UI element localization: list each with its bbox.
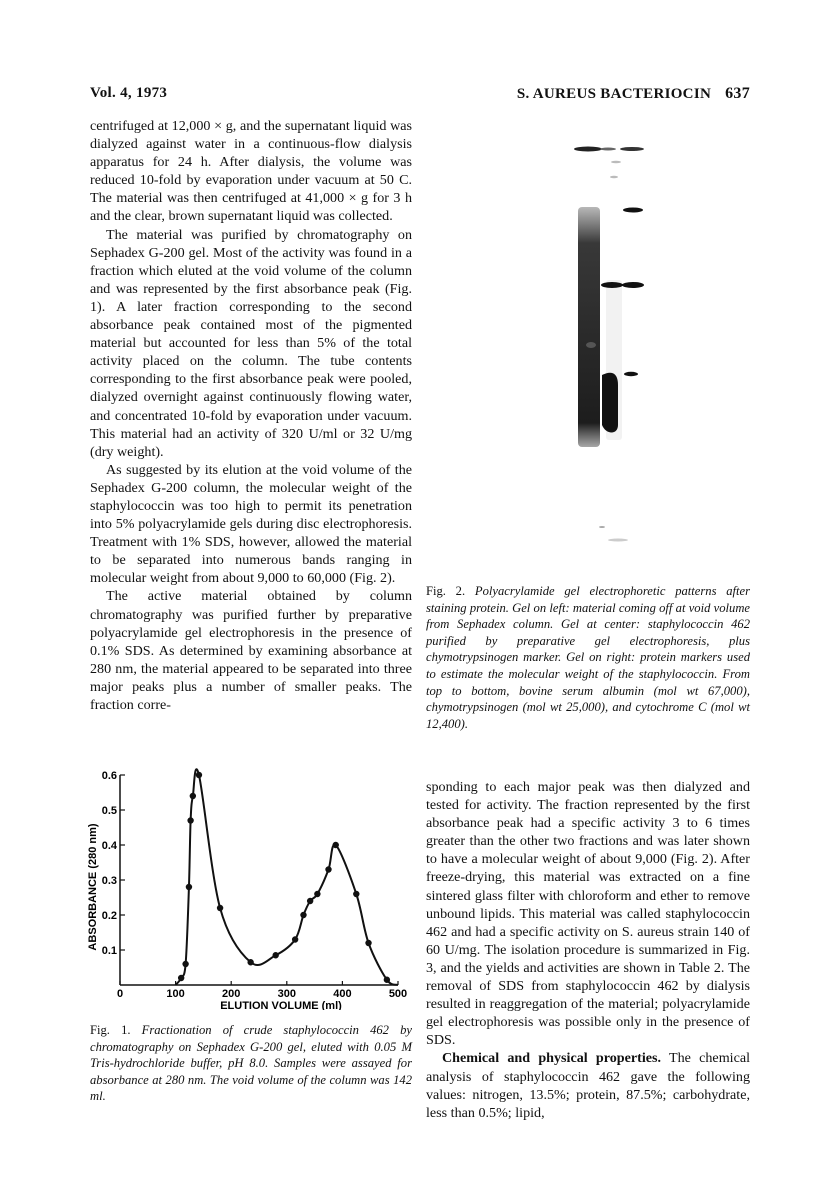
data-point xyxy=(247,959,253,965)
gel-photo xyxy=(560,135,680,555)
figure-1-caption xyxy=(90,1022,412,1105)
figure-1-label: Fig. 1. xyxy=(90,1023,131,1037)
data-point xyxy=(272,952,278,958)
data-point xyxy=(187,817,193,823)
x-tick-label: 300 xyxy=(277,988,296,1000)
paragraph: As suggested by its elution at the void volume of the Sephadex G-200 column, the molecular weight of the staphylococcin was too high to permit its penetration into 5% polyacrylamide gels during disc electrophoresis. Treatment with 1% SDS, however, allowed the material to be separated into numerous bands ranging in molecular weight from about 9,000 to 60,000 (Fig. 2). xyxy=(90,461,412,587)
section-heading: Chemical and physical properties. xyxy=(442,1050,662,1067)
x-tick-label: 0 xyxy=(116,988,124,1000)
y-tick-label: 0.6 xyxy=(101,770,117,782)
data-point xyxy=(314,891,320,897)
left-column xyxy=(90,117,412,714)
gel-band xyxy=(610,176,618,178)
elution-profile-chart xyxy=(86,765,416,1010)
data-point xyxy=(217,905,223,911)
running-title-block xyxy=(517,85,750,103)
figure-1-caption-text: Fractionation of crude staphylococcin 462 by chromatography on Sephadex G-200 gel, eluted with 0.05 M Tris-hydrochloride buffer, pH 8.0. Samples were assayed for absorbance at 280 nm. The void volume of the column was 142 ml. xyxy=(90,1023,412,1104)
figure-2-caption-text: Polyacrylamide gel electrophoretic patterns after staining protein. Gel on left: material coming off at void volume from Sephadex column. Gel at center: staphylococcin 462 purified by preparative gel electrophoresis, plus chymotrypsinogen marker. Gel on right: protein markers used to estimate the molecular weight of the staphylococcin. From top to bottom, bovine serum albumin (mol wt 67,000), chymotrypsinogen (mol wt 25,000), and cytochrome C (mol wt 12,400). xyxy=(426,584,750,731)
data-point xyxy=(384,977,390,983)
data-point xyxy=(300,912,306,918)
paragraph: The material was purified by chromatography on Sephadex G-200 gel. Most of the activity was found in a fraction which eluted at the void volume of the column and was represented by the first absorbance peak (Fig. 1). A later fraction corresponding to the second absorbance peak contained most of the pigmented material but accounted for less than 5% of the total activity placed on the column. The tube contents corresponding to the first absorbance peak were pooled, dialyzed overnight against continuously flowing water, and concentrated 10-fold by evaporation under vacuum. This material had an activity of 320 U/ml or 32 U/mg (dry weight). xyxy=(90,226,412,460)
x-tick-label: 200 xyxy=(222,988,241,1000)
gel-band xyxy=(574,147,602,152)
gel-band xyxy=(602,373,618,433)
gel-band xyxy=(611,161,621,164)
volume-label: Vol. 4, 1973 xyxy=(90,85,168,101)
data-point xyxy=(292,936,298,942)
y-tick-label: 0.5 xyxy=(101,805,117,817)
y-tick-label: 0.4 xyxy=(101,840,117,852)
y-axis-label: ABSORBANCE (280 nm) xyxy=(87,823,99,951)
data-point xyxy=(307,898,313,904)
gel-lane-left xyxy=(578,207,600,447)
gel-band xyxy=(599,526,605,528)
figure-1-chart xyxy=(86,765,416,1010)
gel-band xyxy=(601,282,623,288)
x-tick-label: 400 xyxy=(333,988,352,1000)
gel-band xyxy=(624,372,638,376)
gel-band xyxy=(620,147,644,151)
paragraph-text: The chemical analysis of staphylococcin 462 gave the following values: nitrogen, 13.5%; protein, 87.5%; carbohydrate, less than 0.5%; lipid, xyxy=(426,1050,750,1121)
y-tick-label: 0.1 xyxy=(101,945,117,957)
data-point xyxy=(365,940,371,946)
paragraph-chemical-properties xyxy=(426,1049,750,1121)
gel-band xyxy=(623,208,643,213)
data-point xyxy=(333,842,339,848)
series-line xyxy=(176,769,398,985)
page-number: 637 xyxy=(725,85,750,102)
y-tick-label: 0.2 xyxy=(101,910,117,922)
data-point xyxy=(190,793,196,799)
right-column-lower xyxy=(426,778,750,1122)
page-header xyxy=(0,85,816,107)
data-point xyxy=(353,891,359,897)
figure-2-caption xyxy=(426,583,750,732)
x-axis-label: ELUTION VOLUME (ml) xyxy=(220,1000,342,1010)
data-point xyxy=(196,772,202,778)
gel-band xyxy=(600,148,616,151)
running-title: S. AUREUS BACTERIOCIN xyxy=(516,86,712,102)
gel-band xyxy=(586,342,596,348)
figure-2-label: Fig. 2. xyxy=(426,584,466,598)
x-tick-label: 500 xyxy=(388,988,408,1000)
x-tick-label: 100 xyxy=(166,988,185,1000)
data-point xyxy=(186,884,192,890)
y-tick-label: 0.3 xyxy=(101,875,117,887)
data-point xyxy=(182,961,188,967)
gel-electrophoresis-image xyxy=(560,135,680,555)
paragraph: The active material obtained by column chromatography was purified further by preparative polyacrylamide gel electrophoresis in the presence of 0.1% SDS. As determined by examining absorbance at 280 nm, the material appeared to be separated into three major peaks plus a number of smaller peaks. The fraction corre- xyxy=(90,588,412,713)
data-point xyxy=(325,866,331,872)
gel-band xyxy=(608,539,628,542)
gel-band xyxy=(622,282,644,288)
data-point xyxy=(178,975,184,981)
paragraph: centrifuged at 12,000 × g, and the supernatant liquid was dialyzed against water in a continuous-flow dialysis apparatus for 24 h. After dialysis, the volume was reduced 10-fold by evaporation under vacuum at 50 C. The material was then centrifuged at 41,000 × g for 3 h and the clear, brown supernatant liquid was collected. xyxy=(90,118,412,225)
chart-axes xyxy=(120,775,398,985)
paragraph: sponding to each major peak was then dialyzed and tested for activity. The fraction represented by the first absorbance peak had a specific activity 3 to 6 times greater than the other two fractions and was later shown to have a molecular weight of about 9,000 (Fig. 2). After freeze-drying, this material was extracted on a fine sintered glass filter with chloroform and ether to remove unbound lipids. This material was called staphylococcin 462 and had a specific activity on S. aureus strain 140 of 60 U/mg. The isolation procedure is summarized in Fig. 3, and the yields and activities are shown in Table 2. The removal of SDS from staphylococcin 462 by dialysis resulted in reaggregation of the material; polyacrylamide gel electrophoresis was possible only in the presence of SDS. xyxy=(426,779,750,1049)
